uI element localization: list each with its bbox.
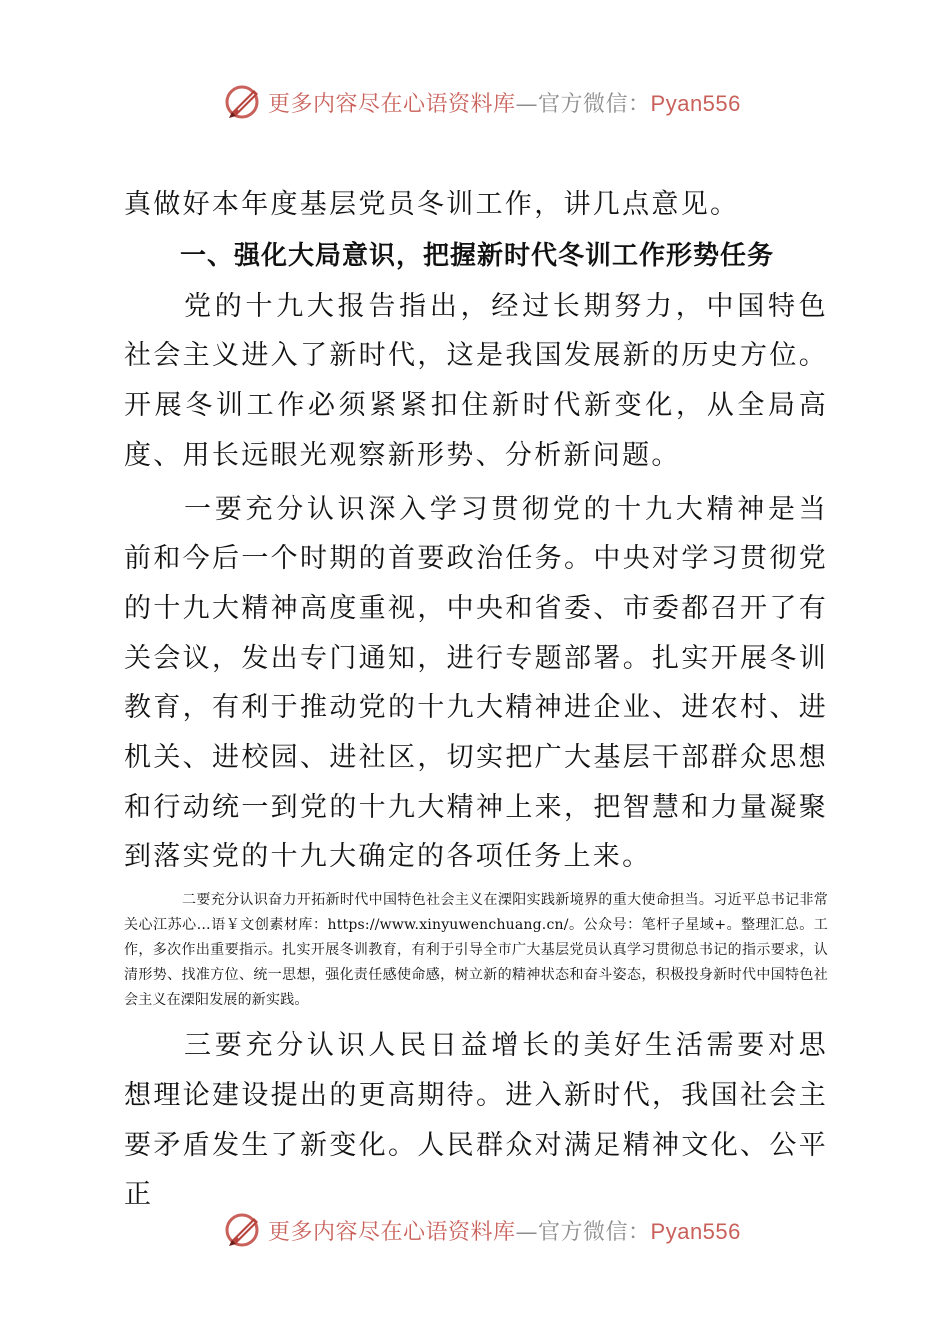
footer-wechat-id: Pyan556 <box>650 1218 741 1244</box>
header-site-name: 更多内容尽在心语资料库 <box>268 91 516 117</box>
header-wechat-label: 官方微信： <box>538 91 651 117</box>
pen-nib-logo-icon <box>224 82 264 122</box>
footer-banner-text <box>268 1215 741 1246</box>
footer-wechat-label: 官方微信： <box>538 1219 651 1245</box>
footer-separator: — <box>515 1219 539 1245</box>
section-heading-1: 一、强化大局意识，把握新时代冬训工作形势任务 <box>180 240 775 271</box>
paragraph-4: 三要充分认识人民日益增长的美好生活需要对思想理论建设提出的更高期待。进入新时代，我国社会主要矛盾发生了新变化。人民群众对满足精神文化、公平正 <box>124 1030 828 1211</box>
header-separator: — <box>515 91 539 117</box>
header-banner <box>0 80 950 124</box>
paragraph-1: 党的十九大报告指出，经过长期努力，中国特色社会主义进入了新时代，这是我国发展新的历史方位。开展冬训工作必须紧紧扣住新时代新变化，从全局高度、用长远眼光观察新形势、分析新问题。 <box>124 290 828 471</box>
pen-nib-logo-icon <box>224 1210 264 1250</box>
header-wechat-id: Pyan556 <box>650 90 741 116</box>
paragraph-3-small: 二要充分认识奋力开拓新时代中国特色社会主义在溧阳实践新境界的重大使命担当。习近平总书记非常关心江苏心…语￥文创素材库：https://www.xinyuwenchuang.cn/。公众号：笔杆子星域+。整理汇总。工作，多次作出重要指示。扎实开展冬训教育，有利于引导全市广大基层党员认真学习贯彻总书记的指示要求，认清形势、找准方位、统一思想，强化责任感使命感，树立新的精神状态和奋斗姿态，积极投身新时代中国特色社会主义在溧阳发展的新实践。 <box>124 892 828 1009</box>
footer-banner <box>0 1208 950 1252</box>
paragraph-intro: 真做好本年度基层党员冬训工作，讲几点意见。 <box>124 189 740 220</box>
paragraph-2: 一要充分认识深入学习贯彻党的十九大精神是当前和今后一个时期的首要政治任务。中央对学习贯彻党的十九大精神高度重视，中央和省委、市委都召开了有关会议，发出专门通知，进行专题部署。扎实开展冬训教育，有利于推动党的十九大精神进企业、进农村、进机关、进校园、进社区，切实把广大基层干部群众思想和行动统一到党的十九大精神上来，把智慧和力量凝聚到落实党的十九大确定的各项任务上来。 <box>124 493 828 873</box>
header-banner-text <box>268 87 741 118</box>
footer-site-name: 更多内容尽在心语资料库 <box>268 1219 516 1245</box>
document-body <box>124 180 828 1220</box>
